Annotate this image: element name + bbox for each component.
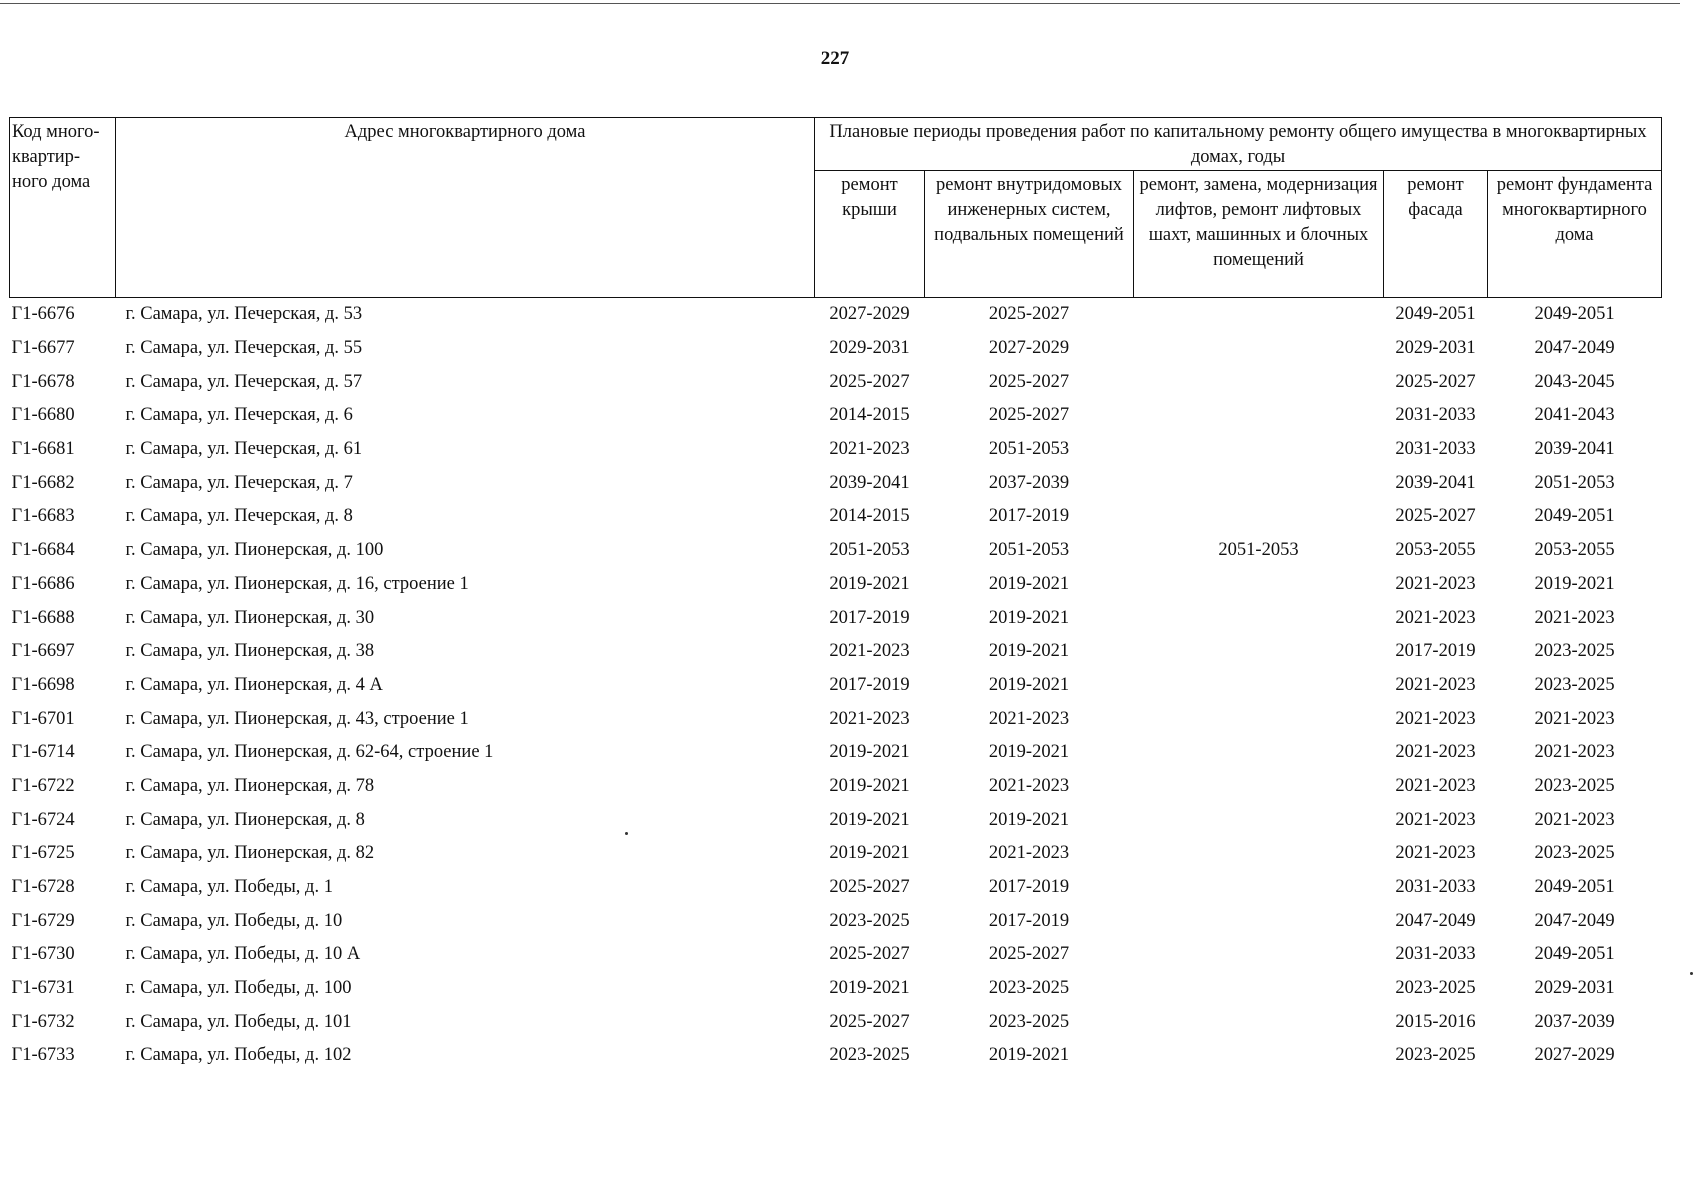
cell-elevator — [1134, 500, 1384, 534]
cell-address: г. Самара, ул. Пионерская, д. 100 — [125, 540, 384, 561]
cell-code: Г1-6684 — [11, 540, 75, 561]
cell-roof: 2027-2029 — [829, 304, 910, 325]
cell-elevator — [1134, 1005, 1384, 1039]
cell-address: г. Самара, ул. Печерская, д. 55 — [125, 338, 363, 359]
cell-foundation: 2049-2051 — [1534, 944, 1615, 965]
cell-address: г. Самара, ул. Печерская, д. 61 — [125, 439, 363, 460]
table-header — [10, 118, 1662, 298]
cell-facade: 2039-2041 — [1395, 472, 1476, 493]
cell-engineering: 2019-2021 — [988, 641, 1070, 662]
cell-foundation: 2021-2023 — [1534, 708, 1615, 729]
cell-roof: 2023-2025 — [829, 1045, 910, 1066]
cell-code: Г1-6722 — [11, 775, 75, 796]
cell-engineering: 2023-2025 — [988, 1011, 1070, 1032]
cell-code: Г1-6701 — [11, 708, 75, 729]
cell-address: г. Самара, ул. Пионерская, д. 62-64, строение 1 — [125, 742, 494, 763]
cell-address: г. Самара, ул. Печерская, д. 7 — [125, 472, 353, 493]
cell-engineering: 2051-2053 — [988, 439, 1070, 460]
cell-engineering: 2019-2021 — [988, 742, 1070, 763]
cell-elevator — [1134, 1039, 1384, 1073]
cell-engineering: 2021-2023 — [988, 843, 1070, 864]
cell-engineering: 2051-2053 — [988, 540, 1070, 561]
cell-address: г. Самара, ул. Победы, д. 101 — [125, 1011, 352, 1032]
cell-facade: 2031-2033 — [1395, 405, 1476, 426]
cell-facade: 2025-2027 — [1395, 371, 1476, 392]
cell-elevator — [1134, 365, 1384, 399]
cell-facade: 2021-2023 — [1395, 573, 1476, 594]
cell-foundation: 2047-2049 — [1534, 910, 1615, 931]
cell-code: Г1-6724 — [11, 809, 75, 830]
header-planned-periods: Плановые периоды проведения работ по капитальному ремонту общего имущества в многоквартирных домах, годы — [815, 118, 1662, 171]
cell-foundation: 2021-2023 — [1534, 809, 1615, 830]
table-row — [10, 803, 1662, 837]
cell-elevator — [1134, 871, 1384, 905]
cell-foundation: 2051-2053 — [1534, 472, 1615, 493]
cell-foundation: 2021-2023 — [1534, 742, 1615, 763]
cell-roof: 2019-2021 — [829, 843, 910, 864]
cell-roof: 2025-2027 — [829, 371, 910, 392]
cell-engineering: 2037-2039 — [988, 472, 1070, 493]
table-row — [10, 568, 1662, 602]
cell-address: г. Самара, ул. Победы, д. 1 — [125, 877, 333, 898]
cell-code: Г1-6730 — [11, 944, 75, 965]
table-row — [10, 466, 1662, 500]
cell-foundation: 2023-2025 — [1534, 641, 1615, 662]
cell-address: г. Самара, ул. Пионерская, д. 78 — [125, 775, 375, 796]
cell-address: г. Самара, ул. Печерская, д. 57 — [125, 371, 363, 392]
table-row — [10, 534, 1662, 568]
cell-code: Г1-6731 — [11, 978, 75, 999]
cell-roof: 2021-2023 — [829, 439, 910, 460]
cell-facade: 2021-2023 — [1395, 742, 1476, 763]
cell-facade: 2031-2033 — [1395, 877, 1476, 898]
cell-code: Г1-6686 — [11, 573, 75, 594]
cell-foundation: 2037-2039 — [1534, 1011, 1615, 1032]
cell-elevator — [1134, 332, 1384, 366]
cell-roof: 2017-2019 — [829, 674, 910, 695]
cell-roof: 2019-2021 — [829, 809, 910, 830]
cell-foundation: 2019-2021 — [1534, 573, 1615, 594]
table-row — [10, 500, 1662, 534]
table-row — [10, 298, 1662, 332]
top-rule — [0, 3, 1680, 4]
cell-foundation: 2021-2023 — [1534, 607, 1615, 628]
cell-elevator — [1134, 568, 1384, 602]
cell-facade: 2029-2031 — [1395, 338, 1476, 359]
cell-code: Г1-6728 — [11, 877, 75, 898]
cell-foundation: 2029-2031 — [1534, 978, 1615, 999]
cell-foundation: 2047-2049 — [1534, 338, 1615, 359]
cell-roof: 2051-2053 — [829, 540, 910, 561]
cell-address: г. Самара, ул. Победы, д. 100 — [125, 978, 352, 999]
cell-code: Г1-6677 — [11, 338, 75, 359]
cell-address: г. Самара, ул. Победы, д. 10 — [125, 910, 343, 931]
table-row — [10, 365, 1662, 399]
cell-foundation: 2043-2045 — [1534, 371, 1615, 392]
cell-elevator — [1134, 938, 1384, 972]
cell-address: г. Самара, ул. Пионерская, д. 16, строение 1 — [125, 573, 469, 594]
cell-facade: 2031-2033 — [1395, 944, 1476, 965]
cell-elevator — [1134, 904, 1384, 938]
cell-roof: 2019-2021 — [829, 742, 910, 763]
cell-facade: 2017-2019 — [1395, 641, 1476, 662]
cell-address: г. Самара, ул. Победы, д. 102 — [125, 1045, 352, 1066]
cell-engineering: 2021-2023 — [988, 708, 1070, 729]
table-row — [10, 399, 1662, 433]
cell-engineering: 2021-2023 — [988, 775, 1070, 796]
cell-address: г. Самара, ул. Пионерская, д. 4 А — [125, 674, 383, 695]
cell-roof: 2014-2015 — [829, 506, 910, 527]
cell-address: г. Самара, ул. Пионерская, д. 30 — [125, 607, 375, 628]
cell-code: Г1-6733 — [11, 1045, 75, 1066]
cell-facade: 2021-2023 — [1395, 809, 1476, 830]
cell-facade: 2015-2016 — [1395, 1011, 1476, 1032]
table-row — [10, 972, 1662, 1006]
cell-elevator — [1134, 399, 1384, 433]
cell-code: Г1-6680 — [11, 405, 75, 426]
cell-facade: 2021-2023 — [1395, 708, 1476, 729]
cell-facade: 2049-2051 — [1395, 304, 1476, 325]
cell-foundation: 2023-2025 — [1534, 843, 1615, 864]
cell-foundation: 2041-2043 — [1534, 405, 1615, 426]
cell-code: Г1-6676 — [11, 304, 75, 325]
cell-address: г. Самара, ул. Печерская, д. 6 — [125, 405, 353, 426]
cell-elevator: 2051-2053 — [1218, 540, 1299, 561]
table-row — [10, 904, 1662, 938]
cell-engineering: 2025-2027 — [988, 371, 1070, 392]
cell-foundation: 2027-2029 — [1534, 1045, 1615, 1066]
cell-engineering: 2019-2021 — [988, 674, 1070, 695]
cell-foundation: 2023-2025 — [1534, 775, 1615, 796]
cell-engineering: 2019-2021 — [988, 573, 1070, 594]
cell-engineering: 2023-2025 — [988, 978, 1070, 999]
cell-elevator — [1134, 601, 1384, 635]
scan-speck — [625, 832, 628, 835]
header-code: Код много-квартир-ного дома — [10, 118, 116, 298]
cell-address: г. Самара, ул. Печерская, д. 8 — [125, 506, 353, 527]
cell-roof: 2025-2027 — [829, 944, 910, 965]
cell-roof: 2019-2021 — [829, 978, 910, 999]
cell-address: г. Самара, ул. Пионерская, д. 82 — [125, 843, 375, 864]
cell-foundation: 2049-2051 — [1534, 304, 1615, 325]
table-row — [10, 1005, 1662, 1039]
cell-code: Г1-6729 — [11, 910, 75, 931]
table-row — [10, 837, 1662, 871]
cell-code: Г1-6732 — [11, 1011, 75, 1032]
table-row — [10, 601, 1662, 635]
cell-facade: 2031-2033 — [1395, 439, 1476, 460]
cell-elevator — [1134, 702, 1384, 736]
table-row — [10, 433, 1662, 467]
cell-roof: 2025-2027 — [829, 1011, 910, 1032]
cell-foundation: 2023-2025 — [1534, 674, 1615, 695]
table-row — [10, 669, 1662, 703]
cell-roof: 2039-2041 — [829, 472, 910, 493]
table-body — [10, 298, 1662, 1073]
header-roof: ремонт крыши — [815, 171, 925, 298]
cell-elevator — [1134, 635, 1384, 669]
cell-code: Г1-6698 — [11, 674, 75, 695]
cell-engineering: 2019-2021 — [988, 607, 1070, 628]
cell-facade: 2047-2049 — [1395, 910, 1476, 931]
cell-foundation: 2053-2055 — [1534, 540, 1615, 561]
cell-address: г. Самара, ул. Печерская, д. 53 — [125, 304, 363, 325]
cell-code: Г1-6683 — [11, 506, 75, 527]
cell-roof: 2025-2027 — [829, 877, 910, 898]
cell-elevator — [1134, 803, 1384, 837]
header-engineering: ремонт внутридомовых инженерных систем, подвальных помещений — [925, 171, 1134, 298]
cell-facade: 2023-2025 — [1395, 1045, 1476, 1066]
table-row — [10, 702, 1662, 736]
table-row — [10, 635, 1662, 669]
cell-engineering: 2025-2027 — [988, 405, 1070, 426]
cell-code: Г1-6714 — [11, 742, 75, 763]
cell-code: Г1-6688 — [11, 607, 75, 628]
header-elevator: ремонт, замена, модернизация лифтов, ремонт лифтовых шахт, машинных и блочных помещений — [1134, 171, 1384, 298]
cell-address: г. Самара, ул. Пионерская, д. 38 — [125, 641, 375, 662]
cell-facade: 2021-2023 — [1395, 674, 1476, 695]
cell-elevator — [1134, 736, 1384, 770]
cell-roof: 2021-2023 — [829, 708, 910, 729]
cell-engineering: 2025-2027 — [988, 944, 1070, 965]
cell-engineering: 2017-2019 — [988, 910, 1070, 931]
cell-roof: 2029-2031 — [829, 338, 910, 359]
table-row — [10, 938, 1662, 972]
cell-roof: 2023-2025 — [829, 910, 910, 931]
cell-address: г. Самара, ул. Победы, д. 10 А — [125, 944, 361, 965]
cell-roof: 2021-2023 — [829, 641, 910, 662]
page-number: 227 — [820, 48, 850, 69]
cell-address: г. Самара, ул. Пионерская, д. 8 — [125, 809, 365, 830]
table-row — [10, 1039, 1662, 1073]
cell-elevator — [1134, 972, 1384, 1006]
cell-elevator — [1134, 298, 1384, 332]
cell-elevator — [1134, 466, 1384, 500]
cell-facade: 2053-2055 — [1395, 540, 1476, 561]
header-facade: ремонт фасада — [1384, 171, 1488, 298]
cell-facade: 2025-2027 — [1395, 506, 1476, 527]
cell-code: Г1-6681 — [11, 439, 75, 460]
table-row — [10, 736, 1662, 770]
cell-engineering: 2017-2019 — [988, 877, 1070, 898]
cell-facade: 2023-2025 — [1395, 978, 1476, 999]
cell-engineering: 2019-2021 — [988, 1045, 1070, 1066]
cell-facade: 2021-2023 — [1395, 843, 1476, 864]
table-row — [10, 332, 1662, 366]
cell-elevator — [1134, 837, 1384, 871]
cell-foundation: 2049-2051 — [1534, 877, 1615, 898]
cell-facade: 2021-2023 — [1395, 607, 1476, 628]
cell-facade: 2021-2023 — [1395, 775, 1476, 796]
cell-address: г. Самара, ул. Пионерская, д. 43, строение 1 — [125, 708, 469, 729]
header-foundation: ремонт фундамента многоквартирного дома — [1488, 171, 1662, 298]
cell-engineering: 2017-2019 — [988, 506, 1070, 527]
cell-roof: 2014-2015 — [829, 405, 910, 426]
header-address: Адрес многоквартирного дома — [116, 118, 815, 298]
cell-code: Г1-6682 — [11, 472, 75, 493]
capital-repair-table — [9, 117, 1662, 1073]
cell-elevator — [1134, 433, 1384, 467]
cell-code: Г1-6697 — [11, 641, 75, 662]
cell-elevator — [1134, 770, 1384, 804]
cell-engineering: 2019-2021 — [988, 809, 1070, 830]
cell-engineering: 2027-2029 — [988, 338, 1070, 359]
scan-speck — [1690, 972, 1693, 975]
cell-roof: 2019-2021 — [829, 775, 910, 796]
cell-code: Г1-6678 — [11, 371, 75, 392]
cell-elevator — [1134, 669, 1384, 703]
cell-roof: 2019-2021 — [829, 573, 910, 594]
cell-roof: 2017-2019 — [829, 607, 910, 628]
table-row — [10, 770, 1662, 804]
cell-code: Г1-6725 — [11, 843, 75, 864]
cell-foundation: 2049-2051 — [1534, 506, 1615, 527]
cell-foundation: 2039-2041 — [1534, 439, 1615, 460]
table-row — [10, 871, 1662, 905]
cell-engineering: 2025-2027 — [988, 304, 1070, 325]
